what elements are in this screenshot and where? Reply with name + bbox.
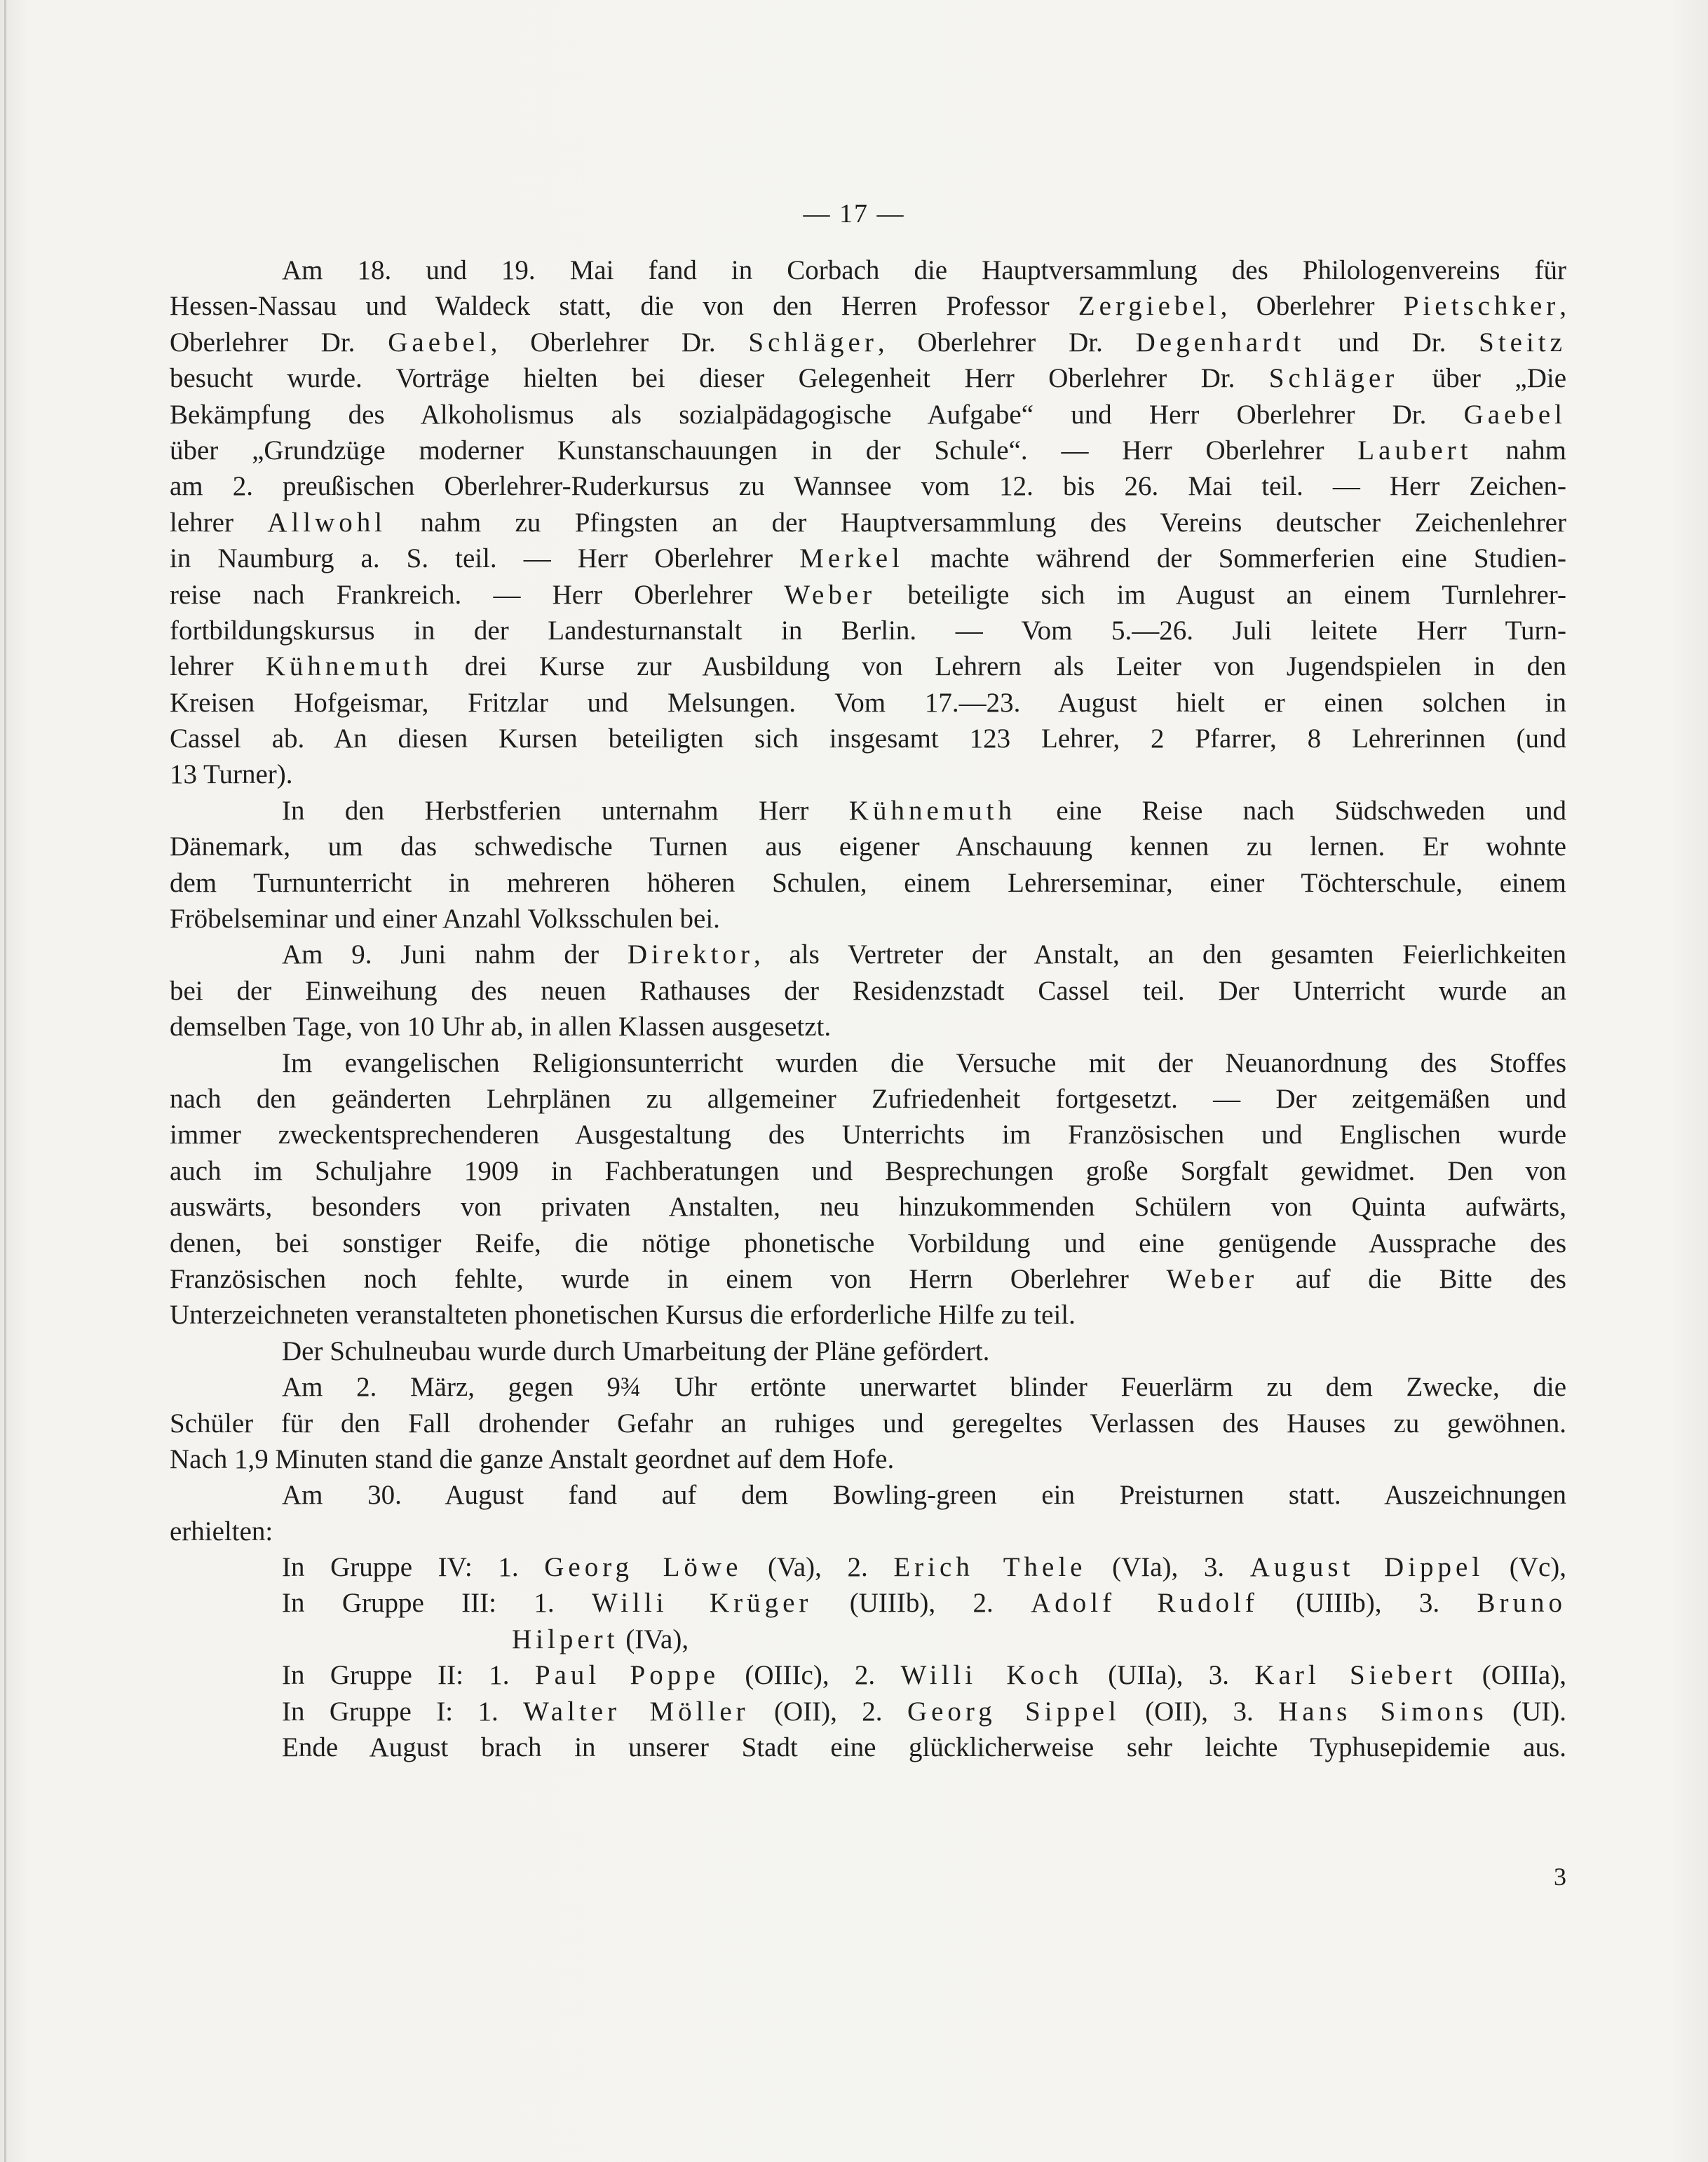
- page-number: — 17 —: [803, 199, 905, 229]
- text-run: Hessen-Nassau und Waldeck statt, die von den Herren Professor: [170, 291, 1078, 322]
- spaced-name: Zergiebel: [1078, 291, 1221, 322]
- text-run: In Gruppe IV: 1.: [282, 1552, 545, 1583]
- spaced-name: Gaebel: [1463, 399, 1566, 430]
- text-line: [170, 1261, 1566, 1297]
- text-run: In Gruppe III: 1.: [282, 1588, 592, 1619]
- spaced-name: Schläger: [1268, 363, 1399, 394]
- text-line: [170, 1694, 1566, 1729]
- spaced-name: Adolf Rudolf: [1031, 1588, 1259, 1619]
- text-line: [170, 1153, 1566, 1189]
- text-run: drei Kurse zur Ausbildung von Lehrern als Leiter von Jugendspielen in den: [432, 651, 1566, 682]
- text-line: [170, 1585, 1566, 1621]
- text-line: [170, 1225, 1566, 1261]
- text-line: [170, 973, 1566, 1009]
- text-run: Oberlehrer Dr.: [170, 327, 388, 358]
- text-run: Unterzeichneten veranstalteten phonetischen Kursus die erforderliche Hilfe zu teil.: [170, 1300, 1076, 1331]
- text-run: (UIIIb), 2.: [812, 1588, 1031, 1619]
- text-line: [170, 1117, 1566, 1153]
- text-line: [170, 360, 1566, 396]
- spaced-name: Steitz: [1479, 327, 1566, 358]
- text-run: beteiligte sich im August an einem Turnlehrer-: [876, 579, 1566, 610]
- text-run: (OIIIc), 2.: [719, 1660, 901, 1691]
- spaced-name: Georg Löwe: [544, 1552, 743, 1583]
- spaced-name: Allwohl: [267, 507, 387, 538]
- text-run: Ende August brach in unserer Stadt eine glücklicherweise sehr leichte Typhusepidemie aus.: [282, 1732, 1566, 1763]
- text-run: , Oberlehrer Dr.: [490, 327, 749, 358]
- spaced-name: Schläger: [748, 327, 878, 358]
- spaced-name: Direktor: [627, 939, 754, 970]
- spaced-name: Walter Möller: [523, 1696, 750, 1727]
- text-line: [170, 1549, 1566, 1585]
- text-run: erhielten:: [170, 1516, 273, 1546]
- text-line: [170, 1622, 1566, 1657]
- text-run: (Vc),: [1484, 1552, 1566, 1583]
- text-line: [170, 1081, 1566, 1117]
- text-run: dem Turnunterricht in mehreren höheren Schulen, einem Lehrerseminar, einer Töchterschule, einem: [170, 867, 1566, 898]
- text-line: [170, 1009, 1566, 1045]
- text-line: [170, 1657, 1566, 1693]
- text-run: und Dr.: [1305, 327, 1479, 358]
- text-line: [170, 937, 1566, 972]
- text-line: [170, 577, 1566, 613]
- spaced-name: Weber: [1166, 1263, 1259, 1294]
- text-line: [170, 1297, 1566, 1333]
- spaced-name: Hans Simons: [1278, 1696, 1488, 1727]
- text-run: , Oberlehrer Dr.: [877, 327, 1136, 358]
- text-run: am 2. preußischen Oberlehrer-Ruderkursus zu Wannsee vom 12. bis 26. Mai teil. — Herr Zeichen-: [170, 471, 1566, 502]
- text-run: Dänemark, um das schwedische Turnen aus eigener Anschauung kennen zu lernen. Er wohnte: [170, 831, 1566, 862]
- text-run: , Oberlehrer: [1220, 291, 1404, 322]
- spaced-name: August Dippel: [1249, 1552, 1484, 1583]
- text-run: Fröbelseminar und einer Anzahl Volksschulen bei.: [170, 904, 720, 934]
- text-run: immer zweckentsprechenderen Ausgestaltung des Unterrichts im Französischen und Englischen wurde: [170, 1120, 1566, 1150]
- text-run: in Naumburg a. S. teil. — Herr Oberlehrer: [170, 543, 800, 574]
- text-run: nach den geänderten Lehrplänen zu allgemeiner Zufriedenheit fortgesetzt. — Der zeitgemäßen und: [170, 1083, 1566, 1114]
- text-line: [170, 1514, 1566, 1549]
- text-line: [170, 288, 1566, 324]
- text-run: nahm: [1472, 435, 1566, 465]
- spaced-name: Karl Siebert: [1254, 1660, 1457, 1691]
- text-line: [170, 865, 1566, 901]
- spaced-name: Willi Krüger: [591, 1588, 813, 1619]
- spaced-name: Merkel: [799, 543, 904, 574]
- text-run: denen, bei sonstiger Reife, die nötige phonetische Vorbildung und eine genügende Aussprache des: [170, 1228, 1566, 1258]
- text-run: (VIa), 3.: [1086, 1552, 1250, 1583]
- spaced-name: Degenhardt: [1135, 327, 1306, 358]
- text-run: machte während der Sommerferien eine Studien-: [903, 543, 1566, 574]
- text-run: Am 30. August fand auf dem Bowling-green ein Preisturnen statt. Auszeichnungen: [282, 1480, 1566, 1511]
- text-run: In Gruppe II: 1.: [282, 1660, 535, 1691]
- text-run: 13 Turner).: [170, 759, 293, 790]
- text-run: (OII), 2.: [749, 1696, 907, 1727]
- text-run: lehrer: [170, 507, 268, 538]
- text-line: [170, 1189, 1566, 1225]
- text-run: Nach 1,9 Minuten stand die ganze Anstalt geordnet auf dem Hofe.: [170, 1443, 895, 1474]
- text-run: (OII), 3.: [1120, 1696, 1279, 1727]
- text-run: Am 2. März, gegen 9¾ Uhr ertönte unerwartet blinder Feuerlärm zu dem Zwecke, die: [282, 1372, 1566, 1403]
- text-run: lehrer: [170, 651, 266, 682]
- page-edge: [4, 0, 6, 2162]
- text-line: [170, 252, 1566, 288]
- text-run: ,: [1559, 291, 1566, 322]
- text-run: In Gruppe I: 1.: [282, 1696, 524, 1727]
- spaced-name: Kühnemuth: [848, 795, 1016, 826]
- spaced-name: Pietschker: [1403, 291, 1560, 322]
- text-run: Kreisen Hofgeismar, Fritzlar und Melsungen. Vom 17.—23. August hielt er einen solchen in: [170, 687, 1566, 718]
- text-line: [170, 648, 1566, 684]
- text-run: Am 18. und 19. Mai fand in Corbach die Hauptversammlung des Philologenvereins für: [282, 255, 1566, 285]
- text-line: [170, 829, 1566, 864]
- text-line: [170, 1333, 1566, 1369]
- text-run: Im evangelischen Religionsunterricht wurden die Versuche mit der Neuanordnung des Stoffes: [282, 1047, 1566, 1078]
- text-line: [170, 397, 1566, 433]
- text-line: [170, 1729, 1566, 1765]
- text-line: [170, 756, 1566, 792]
- text-run: über „Die: [1398, 363, 1566, 394]
- text-line: [170, 1441, 1566, 1477]
- text-run: über „Grundzüge moderner Kunstanschauungen in der Schule“. — Herr Oberlehrer: [170, 435, 1358, 465]
- text-run: Cassel ab. An diesen Kursen beteiligten sich insgesamt 123 Lehrer, 2 Pfarrer, 8 Lehrerinnen (und: [170, 723, 1566, 754]
- spaced-name: Georg Sippel: [907, 1696, 1120, 1727]
- text-line: [170, 1369, 1566, 1405]
- text-run: auswärts, besonders von privaten Anstalten, neu hinzukommenden Schülern von Quinta aufwärts,: [170, 1192, 1566, 1223]
- text-line: [170, 613, 1566, 648]
- spaced-name: Paul Poppe: [534, 1660, 720, 1691]
- spaced-name: Hilpert: [512, 1624, 619, 1654]
- text-line: [170, 1406, 1566, 1441]
- text-line: [170, 325, 1566, 360]
- text-run: reise nach Frankreich. — Herr Oberlehrer: [170, 579, 785, 610]
- text-run: bei der Einweihung des neuen Rathauses der Residenzstadt Cassel teil. Der Unterricht wurde an: [170, 975, 1566, 1006]
- text-run: Französischen noch fehlte, wurde in einem von Herrn Oberlehrer: [170, 1263, 1167, 1294]
- text-line: [170, 793, 1566, 829]
- spaced-name: Erich Thele: [893, 1552, 1087, 1583]
- spaced-name: Willi Koch: [900, 1660, 1083, 1691]
- text-line: [170, 505, 1566, 540]
- spaced-name: Weber: [784, 579, 876, 610]
- text-run: In den Herbstferien unternahm Herr: [282, 795, 849, 826]
- spaced-name: Bruno: [1477, 1588, 1566, 1619]
- text-run: Der Schulneubau wurde durch Umarbeitung der Pläne gefördert.: [282, 1335, 990, 1366]
- text-run: (UIIa), 3.: [1082, 1660, 1255, 1691]
- text-run: (UIIIb), 3.: [1258, 1588, 1477, 1619]
- text-run: eine Reise nach Südschweden und: [1015, 795, 1566, 826]
- text-line: [170, 1045, 1566, 1081]
- text-line: [170, 433, 1566, 468]
- text-line: [170, 1477, 1566, 1513]
- text-run: demselben Tage, von 10 Uhr ab, in allen Klassen ausgesetzt.: [170, 1012, 832, 1042]
- text-line: [170, 685, 1566, 721]
- text-run: Am 9. Juni nahm der: [282, 939, 628, 970]
- spaced-name: Gaebel: [388, 327, 491, 358]
- text-line: [170, 540, 1566, 576]
- text-run: (UI).: [1487, 1696, 1566, 1727]
- text-run: (OIIIa),: [1456, 1660, 1566, 1691]
- text-run: auf die Bitte des: [1258, 1263, 1566, 1294]
- text-run: (Va), 2.: [742, 1552, 894, 1583]
- text-run: auch im Schuljahre 1909 in Fachberatungen und Besprechungen große Sorgfalt gewidmet. Den von: [170, 1155, 1566, 1186]
- text-run: fortbildungskursus in der Landesturnanstalt in Berlin. — Vom 5.—26. Juli leitete Herr Turn-: [170, 615, 1566, 646]
- text-line: [170, 721, 1566, 756]
- text-line: [170, 468, 1566, 504]
- spaced-name: Kühnemuth: [265, 651, 433, 682]
- text-run: nahm zu Pfingsten an der Hauptversammlung des Vereins deutscher Zeichenlehrer: [386, 507, 1566, 538]
- text-run: , als Vertreter der Anstalt, an den gesamten Feierlichkeiten: [754, 939, 1566, 970]
- text-line: [170, 901, 1566, 937]
- text-run: besucht wurde. Vorträge hielten bei dieser Gelegenheit Herr Oberlehrer Dr.: [170, 363, 1269, 394]
- text-run: Bekämpfung des Alkoholismus als sozialpädagogische Aufgabe“ und Herr Oberlehrer Dr.: [170, 399, 1464, 430]
- body-text: [170, 252, 1566, 1765]
- signature-mark: 3: [1554, 1863, 1566, 1891]
- text-run: Schüler für den Fall drohender Gefahr an ruhiges und geregeltes Verlassen des Hauses zu gewöhnen.: [170, 1408, 1566, 1439]
- text-run: (IVa),: [618, 1624, 689, 1654]
- spaced-name: Laubert: [1357, 435, 1472, 465]
